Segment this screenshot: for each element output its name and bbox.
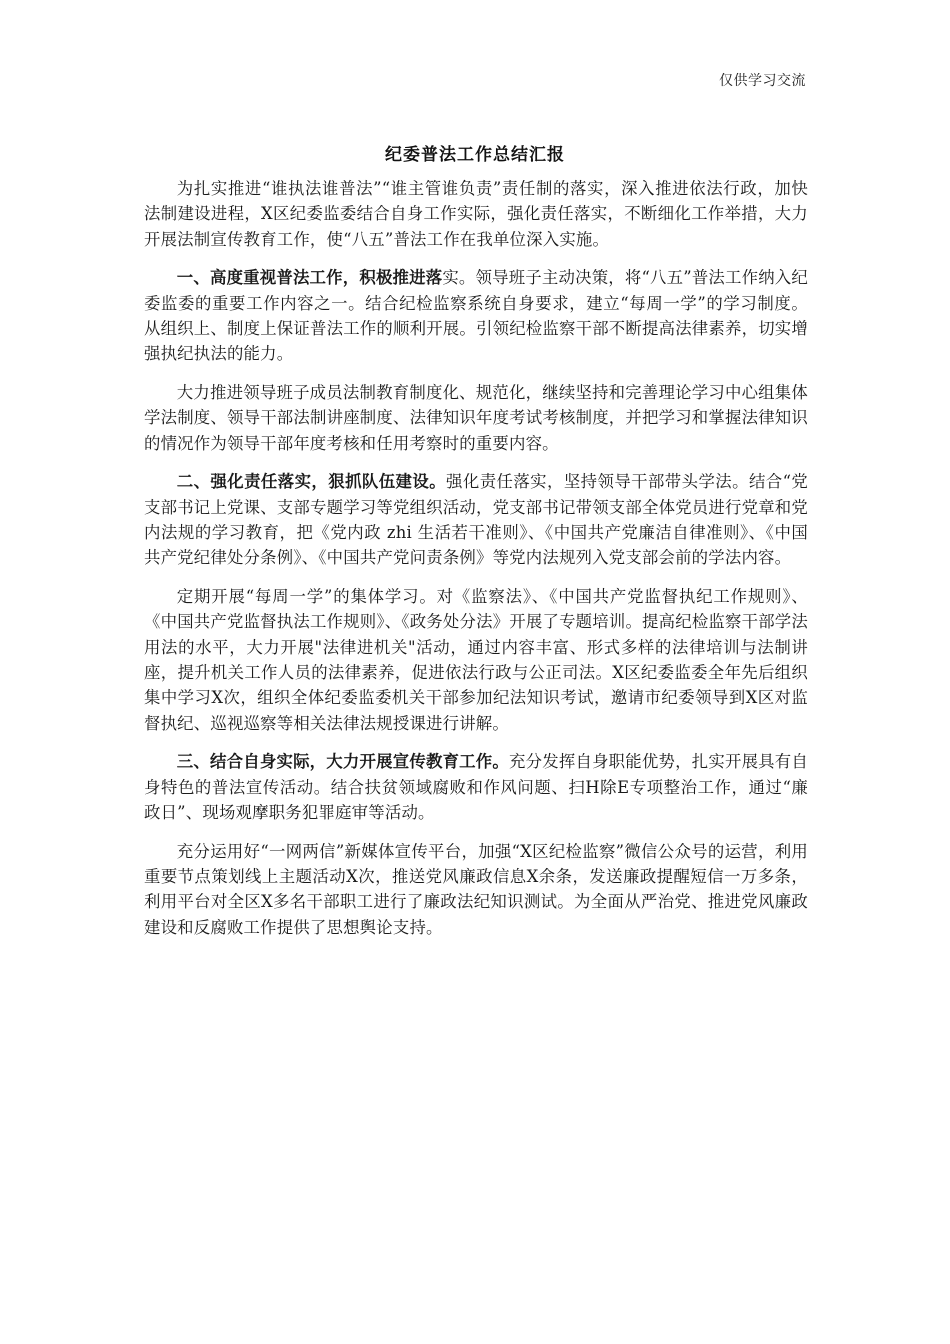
document-body <box>144 176 808 954</box>
section-heading-2: 二、强化责任落实，狠抓队伍建设。 <box>176 472 447 492</box>
paragraph-text: 实。领导班子主动决策，将“八五”普法工作纳入纪委监委的重要工作内容之一。结合纪检监察系统自身要求，建立“每周一学”的学习制度。从组织上、制度上保证普法工作的顺利开展。引领纪检监察干部不断提高法律素养，切实增强执纪执法的能力。 <box>144 268 808 364</box>
paragraph-text: 充分运用好“一网两信”新媒体宣传平台，加强“X区纪检监察”微信公众号的运营，利用重要节点策划线上主题活动X次，推送党风廉政信息X余条，发送廉政提醒短信一万多条，利用平台对全区X多名干部职工进行了廉政法纪知识测试。为全面从严治党、推进党风廉政建设和反腐败工作提供了思想舆论支持。 <box>144 841 808 937</box>
paragraph-section-2 <box>144 469 808 570</box>
paragraph-text: 大力推进领导班子成员法制教育制度化、规范化，继续坚持和完善理论学习中心组集体学法制度、领导干部法制讲座制度、法律知识年度考试考核制度，并把学习和掌握法律知识的情况作为领导干部年度考核和任用考察时的重要内容。 <box>144 383 808 453</box>
paragraph-text: 定期开展“每周一学”的集体学习。对《监察法》、《中国共产党监督执纪工作规则》、《中国共产党监督执法工作规则》、《政务处分法》开展了专题培训。提高纪检监察干部学法用法的水平，大力开展"法律进机关"活动，通过内容丰富、形式多样的法律培训与法制讲座，提升机关工作人员的法律素养，促进依法行政与公正司法。X区纪委监委全年先后组织集中学习X次，组织全体纪委监委机关干部参加纪法知识考试，邀请市纪委领导到X区对监督执纪、巡视巡察等相关法律法规授课进行讲解。 <box>144 587 808 733</box>
header-note: 仅供学习交流 <box>719 73 806 89</box>
paragraph-section-1 <box>144 265 808 366</box>
paragraph-section-1-detail <box>144 380 808 456</box>
document-title: 纪委普法工作总结汇报 <box>385 145 565 165</box>
paragraph-section-3 <box>144 749 808 825</box>
paragraph-text: 强化责任落实，坚持领导干部带头学法。结合“党支部书记上党课、支部专题学习等党组织活动，党支部书记带领支部全体党员进行党章和党内法规的学习教育，把《党内政 zhi 生活若干准则》、《中国共产党廉洁自律准则》、《中国共产党纪律处分条例》、《中国共产党问责条例》等党内法规列入党支部会前的学法内容。 <box>144 472 809 568</box>
section-heading-1: 一、高度重视普法工作，积极推进落 <box>176 268 443 288</box>
paragraph-section-2-detail <box>144 584 808 736</box>
paragraph-intro <box>144 176 808 252</box>
section-heading-3: 三、结合自身实际，大力开展宣传教育工作。 <box>176 752 510 772</box>
paragraph-text: 充分发挥自身职能优势，扎实开展具有自身特色的普法宣传活动。结合扶贫领域腐败和作风问题、扫H除E专项整治工作，通过“廉政日”、现场观摩职务犯罪庭审等活动。 <box>144 752 808 823</box>
paragraph-section-3-detail <box>144 839 808 940</box>
paragraph-text: 为扎实推进“谁执法谁普法”“谁主管谁负责”责任制的落实，深入推进依法行政，加快法制建设进程，X区纪委监委结合自身工作实际，强化责任落实，不断细化工作举措，大力开展法制宣传教育工作，使“八五”普法工作在我单位深入实施。 <box>144 179 808 249</box>
